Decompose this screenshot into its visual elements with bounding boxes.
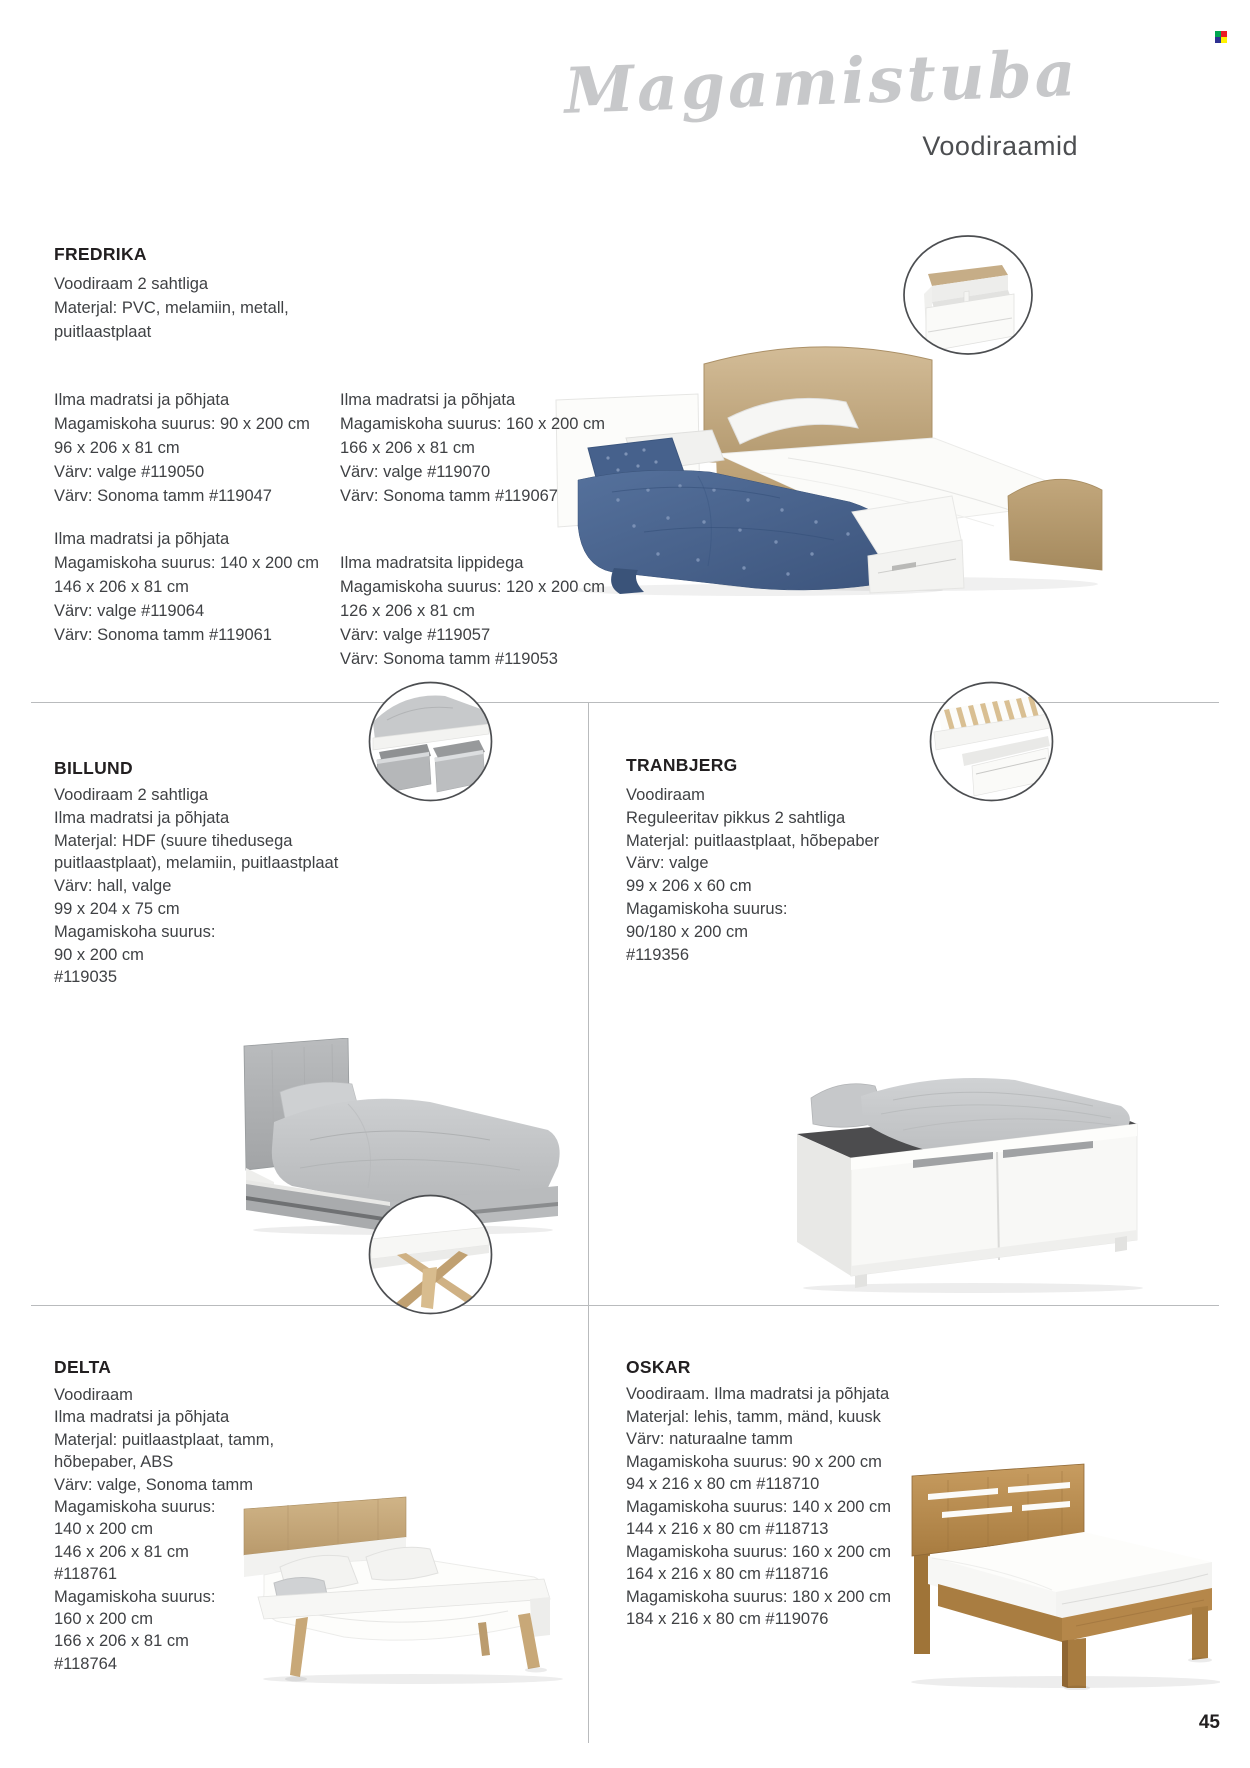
spec-line: 160 x 200 cm: [54, 1610, 154, 1629]
spec-line: 184 x 216 x 80 cm #119076: [626, 1610, 829, 1628]
spec-line: Ilma madratsi ja põhjata: [54, 530, 230, 548]
section-divider-horizontal-2: [31, 1305, 1219, 1306]
spec-line: Magamiskoha suurus: 180 x 200 cm: [626, 1587, 892, 1606]
category-script-title: Magamistuba: [562, 36, 1080, 128]
fredrika-specs-right-1: [340, 388, 605, 508]
spec-line: Magamiskoha suurus: 120 x 200 cm: [340, 578, 606, 596]
spec-line: Magamiskoha suurus: 140 x 200 cm: [626, 1497, 892, 1516]
spec-line: Magamiskoha suurus: 160 x 200 cm: [626, 1542, 892, 1561]
product-title-oskar: OSKAR: [626, 1357, 691, 1377]
spec-line: Värv: valge: [626, 854, 709, 873]
spec-line: Materjal: lehis, tamm, mänd, kuusk: [626, 1407, 881, 1426]
oskar-product-photo: [886, 1458, 1220, 1690]
spec-line: 140 x 200 cm: [54, 1520, 154, 1539]
product-title-delta: DELTA: [54, 1357, 112, 1377]
oskar-specs: [626, 1383, 891, 1631]
spec-line: 99 x 204 x 75 cm: [54, 899, 180, 918]
product-title-tranbjerg: TRANBJERG: [626, 755, 738, 775]
billund-detail-inset: [367, 680, 494, 803]
spec-line: Värv: valge #119057: [340, 626, 491, 644]
spec-line: #118764: [54, 1654, 118, 1673]
spec-line: Magamiskoha suurus: 160 x 200 cm: [340, 415, 606, 433]
tranbjerg-specs: [626, 784, 879, 966]
spec-line: Ilma madratsita lippidega: [340, 554, 524, 572]
spec-line: 166 x 206 x 81 cm: [340, 439, 475, 457]
spec-line: Ilma madratsi ja põhjata: [54, 391, 230, 409]
spec-line: 146 x 206 x 81 cm: [54, 578, 189, 596]
spec-line: puitlaastplaat), melamiin, puitlaastplaat: [54, 854, 339, 873]
spec-line: 94 x 216 x 80 cm #118710: [626, 1475, 820, 1493]
spec-line: puitlaastplaat: [54, 323, 152, 341]
page-number: 45: [1198, 1712, 1220, 1733]
spec-line: Voodiraam. Ilma madratsi ja põhjata: [626, 1385, 890, 1403]
spec-line: Materjal: puitlaastplaat, hõbepaber: [626, 831, 880, 850]
spec-line: Magamiskoha suurus:: [54, 1587, 216, 1606]
spec-line: Magamiskoha suurus: 140 x 200 cm: [54, 554, 320, 572]
product-title-billund: BILLUND: [54, 758, 133, 778]
fredrika-product-photo: [548, 330, 1123, 596]
spec-line: Voodiraam: [54, 1386, 133, 1404]
spec-line: 99 x 206 x 60 cm: [626, 877, 752, 896]
spec-line: 144 x 216 x 80 cm #118713: [626, 1520, 829, 1538]
spec-line: #119356: [626, 945, 690, 964]
spec-line: Värv: Sonoma tamm #119061: [54, 626, 272, 644]
spec-line: Värv: Sonoma tamm #119047: [54, 487, 272, 505]
spec-line: Magamiskoha suurus:: [54, 1498, 216, 1517]
fredrika-description: [54, 272, 289, 344]
spec-line: hõbepaber, ABS: [54, 1453, 174, 1472]
spec-line: Magamiskoha suurus: 90 x 200 cm: [626, 1452, 882, 1471]
tranbjerg-product-photo: [763, 1070, 1155, 1294]
product-title-fredrika: FREDRIKA: [54, 244, 147, 264]
spec-line: 96 x 206 x 81 cm: [54, 439, 180, 457]
color-grid-icon: [1215, 31, 1227, 43]
spec-line: 90/180 x 200 cm: [626, 922, 748, 941]
category-subtitle: Voodiraamid: [922, 131, 1078, 161]
color-square: [1221, 37, 1227, 43]
spec-line: Materjal: PVC, melamiin, metall,: [54, 299, 289, 317]
spec-line: Värv: valge #119050: [54, 463, 205, 481]
spec-line: Voodiraam: [626, 786, 705, 804]
spec-line: 166 x 206 x 81 cm: [54, 1632, 189, 1651]
spec-line: 164 x 216 x 80 cm #118716: [626, 1565, 829, 1583]
spec-line: 126 x 206 x 81 cm: [340, 602, 475, 620]
spec-line: Värv: Sonoma tamm #119067: [340, 487, 558, 505]
spec-line: Värv: valge #119064: [54, 602, 205, 620]
spec-line: Värv: naturaalne tamm: [626, 1430, 793, 1448]
spec-line: Materjal: HDF (suure tihedusega: [54, 831, 293, 850]
delta-detail-inset: [367, 1193, 494, 1316]
spec-line: #119035: [54, 968, 118, 987]
section-divider-vertical: [588, 702, 589, 1743]
fredrika-specs-left-1: [54, 388, 310, 508]
fredrika-specs-right-2: [340, 551, 605, 671]
spec-line: Materjal: puitlaastplaat, tamm,: [54, 1430, 275, 1449]
spec-line: Ilma madratsi ja põhjata: [340, 391, 516, 409]
spec-line: Värv: Sonoma tamm #119053: [340, 650, 558, 668]
spec-line: Magamiskoha suurus:: [626, 899, 788, 918]
spec-line: 90 x 200 cm: [54, 945, 144, 964]
fredrika-specs-left-2: [54, 527, 319, 647]
spec-line: Värv: valge #119070: [340, 463, 491, 481]
delta-product-photo: [228, 1495, 568, 1690]
spec-line: Reguleeritav pikkus 2 sahtliga: [626, 808, 846, 827]
spec-line: 146 x 206 x 81 cm: [54, 1542, 189, 1561]
fredrika-detail-inset: [900, 232, 1036, 358]
billund-specs: [54, 784, 338, 989]
spec-line: Magamiskoha suurus: 90 x 200 cm: [54, 415, 310, 433]
tranbjerg-detail-inset: [928, 680, 1055, 803]
spec-line: Värv: hall, valge: [54, 877, 172, 896]
spec-line: Ilma madratsi ja põhjata: [54, 1408, 230, 1427]
spec-line: #118761: [54, 1565, 118, 1584]
spec-line: Värv: valge, Sonoma tamm: [54, 1475, 253, 1494]
spec-line: Ilma madratsi ja põhjata: [54, 808, 230, 827]
spec-line: Voodiraam 2 sahtliga: [54, 275, 209, 293]
spec-line: Magamiskoha suurus:: [54, 922, 216, 941]
spec-line: Voodiraam 2 sahtliga: [54, 786, 209, 804]
